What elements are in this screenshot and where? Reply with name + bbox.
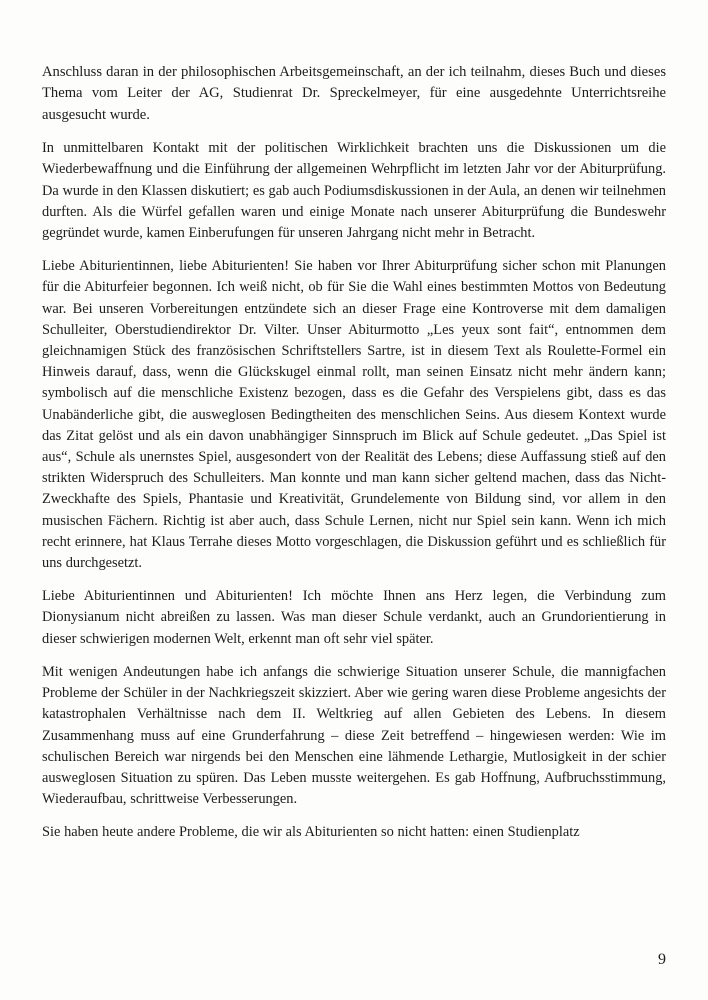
body-text-column — [42, 62, 666, 844]
page-number: 9 — [658, 951, 666, 968]
paragraph: Liebe Abiturientinnen, liebe Abiturienten! Sie haben vor Ihrer Abiturprüfung sicher schon mit Planungen für die Abiturfeier begonnen. Ich weiß nicht, ob für Sie die Wahl eines bestimmten Mottos von Bedeutung war. Bei unseren Vorbereitungen entzündete sich an dieser Frage eine Kontroverse mit dem damaligen Schulleiter, Oberstudiendirektor Dr. Vilter. Unser Abiturmotto „Les yeux sont fait“, entnommen dem gleichnamigen Stück des französischen Schriftstellers Sartre, ist in diesem Text als Roulette-Formel ein Hinweis darauf, dass, wenn die Glückskugel einmal rollt, man seinen Einsatz nicht mehr ändern kann; symbolisch auf die menschliche Existenz bezogen, dass es die Gefahr des Verspielens gibt, dass es das Unabänderliche gibt, die ausweglosen Bedingtheiten des menschlichen Seins. Aus diesem Kontext wurde das Zitat gelöst und als ein davon unabhängiger Sinnspruch im Blick auf Schule gedeutet. „Das Spiel ist aus“, Schule als unernstes Spiel, ausgesondert von der Realität des Lebens; diese Auffassung stieß auf den strikten Widerspruch des Schulleiters. Man konnte und man kann sicher geltend machen, dass das Nicht-Zweckhafte des Spiels, Phantasie und Kreativität, Grundelemente von Bildung sind, vor allem in den musischen Fächern. Richtig ist aber auch, dass Schule Lernen, nicht nur Spiel sein kann. Wenn ich mich recht erinnere, hat Klaus Terrahe dieses Motto vorgeschlagen, die Diskussion geführt und es schließlich für uns durchgesetzt. — [42, 258, 666, 572]
paragraph: In unmittelbaren Kontakt mit der politischen Wirklichkeit brachten uns die Diskussionen um die Wiederbewaffnung und die Einführung der allgemeinen Wehrpflicht im letzten Jahr vor der Abiturprüfung. Da wurde in den Klassen diskutiert; es gab auch Podiumsdiskussionen in der Aula, an denen wir teilnehmen durften. Als die Würfel gefallen waren und einige Monate nach unserer Abiturprüfung die Bundeswehr gegründet wurde, kamen Einberufungen für unseren Jahrgang nicht mehr in Betracht. — [42, 140, 666, 242]
paragraph: Sie haben heute andere Probleme, die wir als Abiturienten so nicht hatten: einen Studienplatz — [42, 824, 580, 841]
paragraph: Anschluss daran in der philosophischen Arbeitsgemeinschaft, an der ich teilnahm, dieses Buch und dieses Thema vom Leiter der AG, Studienrat Dr. Spreckelmeyer, für eine ausgedehnte Unterrichtsreihe ausgesucht wurde. — [42, 64, 666, 123]
paragraph: Mit wenigen Andeutungen habe ich anfangs die schwierige Situation unserer Schule, die mannigfachen Probleme der Schüler in der Nachkriegszeit skizziert. Aber wie gering waren diese Probleme angesichts der katastrophalen Verhältnisse nach dem II. Weltkrieg auf allen Gebieten des Lebens. In diesem Zusammenhang muss auf eine Grunderfahrung – diese Zeit betreffend – hingewiesen werden: Wie im schulischen Bereich war nirgends bei den Menschen eine lähmende Lethargie, Mutlosigkeit in der schier ausweglosen Situation zu spüren. Das Leben musste weitergehen. Es gab Hoffnung, Aufbruchsstimmung, Wiederaufbau, schrittweise Verbesserungen. — [42, 663, 666, 808]
paragraph: Liebe Abiturientinnen und Abiturienten! Ich möchte Ihnen ans Herz legen, die Verbindung zum Dionysianum nicht abreißen zu lassen. Was man dieser Schule verdankt, auch an Grundorientierung in dieser schwierigen modernen Welt, erkennt man oft sehr viel später. — [42, 588, 666, 647]
